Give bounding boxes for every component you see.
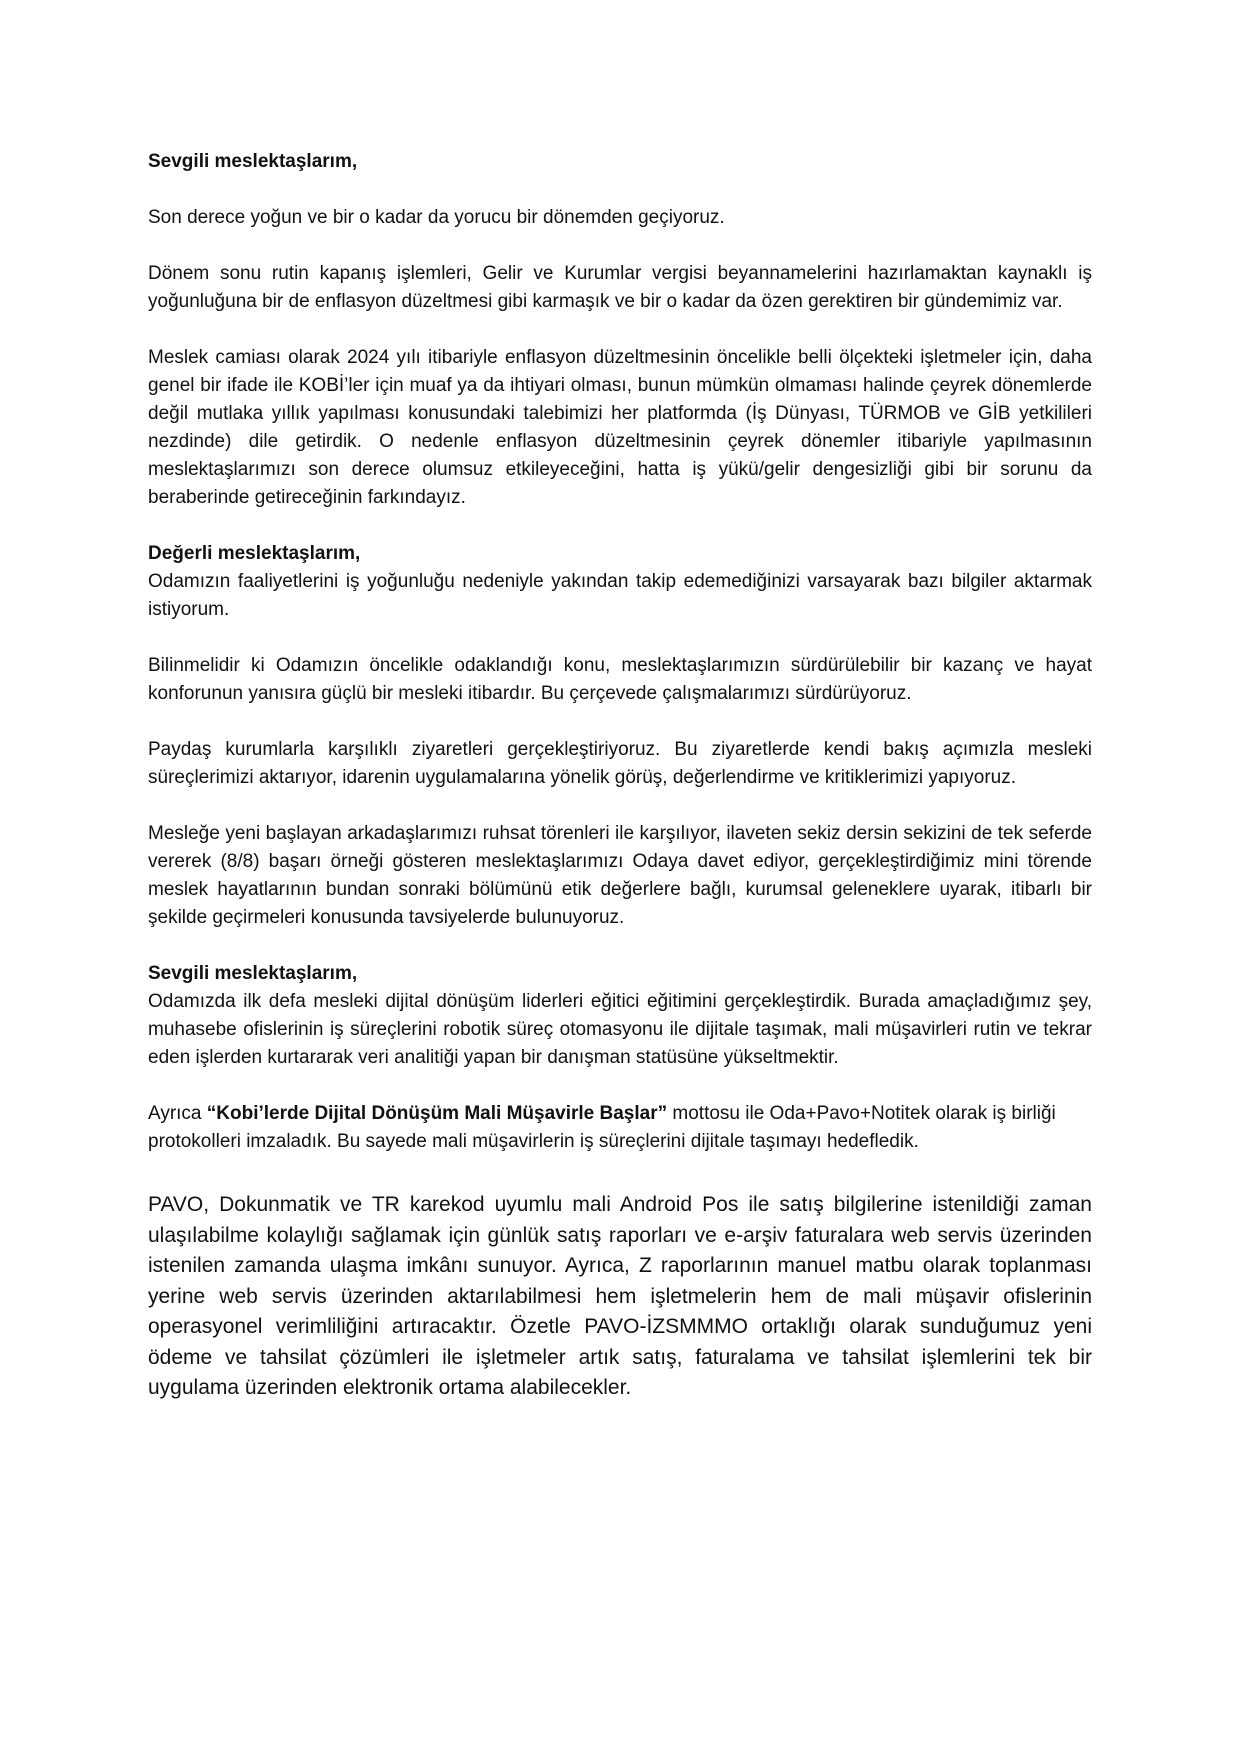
motto-prefix: Ayrıca <box>148 1103 207 1124</box>
motto-suffix: mottosu ile Oda+Pavo+Notitek olarak iş birliği protokolleri imzaladık. Bu sayede mali müşavirlerin iş süreçlerini dijitale taşımayı hedefledik. <box>148 1103 1056 1152</box>
paragraph: Odamızda ilk defa mesleki dijital dönüşüm liderleri eğitici eğitimini gerçekleştirdik. Burada amaçladığımız şey, muhasebe ofislerinin iş süreçlerini robotik süreç otomasyonu ile dijitale taşımak, mali müşavirleri rutin ve tekrar eden işlerden kurtararak veri analitiği yapan bir danışman statüsüne yükseltmektir. <box>148 991 1092 1068</box>
paragraph: Meslek camiası olarak 2024 yılı itibariyle enflasyon düzeltmesinin öncelikle belli ölçekteki işletmeler için, daha genel bir ifade ile KOBİ’ler için muaf ya da ihtiyari olması, bunun mümkün olmaması halinde çeyrek dönemlerde değil mutlaka yıllık yapılması konusundaki talebimizi her platformda (İş Dünyası, TÜRMOB ve GİB yetkilileri nezdinde) dile getirdik. O nedenle enflasyon düzeltmesinin çeyrek dönemler itibariyle yapılmasının meslektaşlarımızı son derece olumsuz etkileyeceğini, hatta iş yükü/gelir dengesizliği gibi bir sorunu da beraberinde getireceğinin farkındayız. <box>148 347 1092 508</box>
paragraph-motto <box>148 1100 1092 1156</box>
greeting-heading: Sevgili meslektaşlarım, <box>148 963 358 984</box>
paragraph: Son derece yoğun ve bir o kadar da yorucu bir dönemden geçiyoruz. <box>148 207 725 228</box>
paragraph: Dönem sonu rutin kapanış işlemleri, Gelir ve Kurumlar vergisi beyannamelerini hazırlamaktan kaynaklı iş yoğunluğuna bir de enflasyon düzeltmesi gibi karmaşık ve bir o kadar da özen gerektiren bir gündemimiz var. <box>148 263 1092 312</box>
paragraph: Paydaş kurumlarla karşılıklı ziyaretleri gerçekleştiriyoruz. Bu ziyaretlerde kendi bakış açımızla mesleki süreçlerimizi aktarıyor, idarenin uygulamalarına yönelik görüş, değerlendirme ve kritiklerimizi yapıyoruz. <box>148 739 1092 788</box>
letter-page <box>148 148 1092 1404</box>
paragraph: Mesleğe yeni başlayan arkadaşlarımızı ruhsat törenleri ile karşılıyor, ilaveten sekiz dersin sekizini de tek seferde vererek (8/8) başarı örneği gösteren meslektaşlarımızı Odaya davet ediyor, gerçekleştirdiğimiz mini törende meslek hayatlarının bundan sonraki bölümünü etik değerlere bağlı, kurumsal geleneklere uyarak, itibarlı bir şekilde geçirmeleri konusunda tavsiyelerde bulunuyoruz. <box>148 823 1092 928</box>
paragraph: Odamızın faaliyetlerini iş yoğunluğu nedeniyle yakından takip edemediğinizi varsayarak bazı bilgiler aktarmak istiyorum. <box>148 571 1092 620</box>
paragraph-pavo: PAVO, Dokunmatik ve TR karekod uyumlu mali Android Pos ile satış bilgilerine istenildiği zaman ulaşılabilme kolaylığı sağlamak için günlük satış raporları ve e-arşiv faturalara web servis üzerinden istenilen zamanda ulaşma imkânı sunuyor. Ayrıca, Z raporlarının manuel matbu olarak toplanması yerine web servis üzerinden aktarılabilmesi hem işletmelerin hem de mali müşavir ofislerinin operasyonel verimliliğini artıracaktır. Özetle PAVO-İZSMMMO ortaklığı olarak sunduğumuz yeni ödeme ve tahsilat çözümleri ile işletmeler artık satış, faturalama ve tahsilat işlemlerini tek bir uygulama üzerinden elektronik ortama alabilecekler. <box>148 1193 1092 1399</box>
greeting-heading: Sevgili meslektaşlarım, <box>148 151 358 172</box>
paragraph: Bilinmelidir ki Odamızın öncelikle odaklandığı konu, meslektaşlarımızın sürdürülebilir bir kazanç ve hayat konforunun yanısıra güçlü bir mesleki itibardır. Bu çerçevede çalışmalarımızı sürdürüyoruz. <box>148 655 1092 704</box>
motto-text: “Kobi’lerde Dijital Dönüşüm Mali Müşavirle Başlar” <box>206 1103 668 1124</box>
greeting-heading: Değerli meslektaşlarım, <box>148 543 361 564</box>
